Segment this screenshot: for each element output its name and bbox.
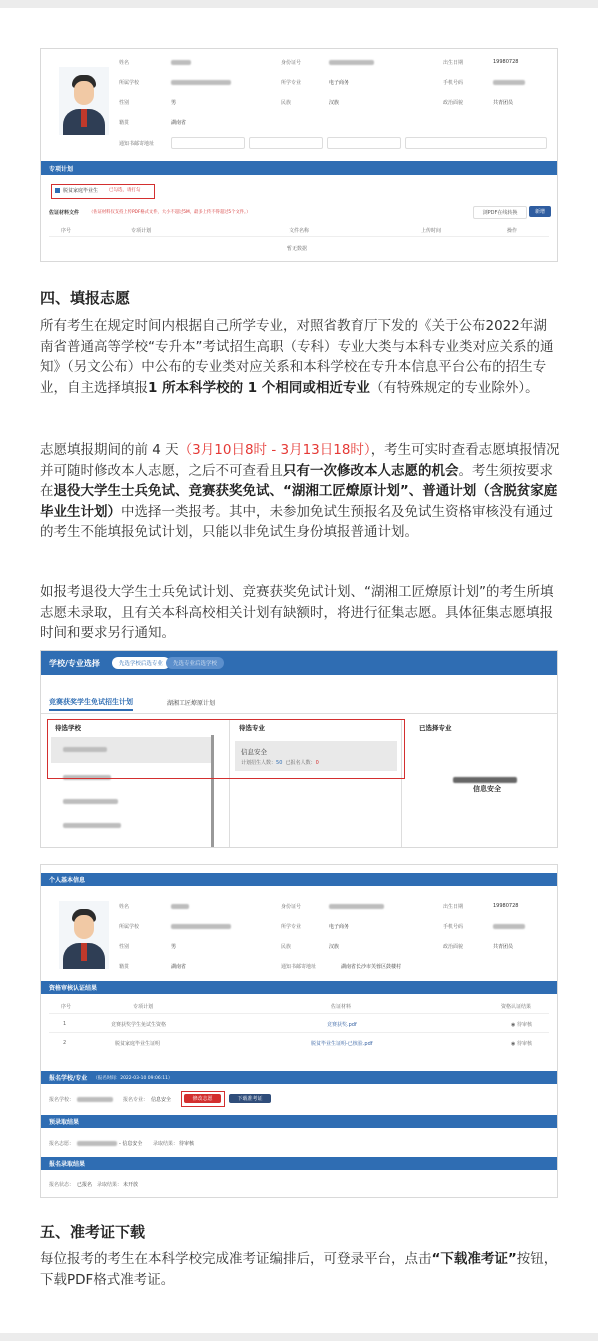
table-header: 序号 bbox=[61, 1004, 72, 1010]
field-label: 政治面貌 bbox=[443, 100, 464, 106]
address-input[interactable] bbox=[405, 137, 547, 149]
table-header: 专项计划 bbox=[131, 228, 152, 234]
field-value: 电子商务 bbox=[329, 924, 350, 930]
checkbox-note: 已勾选，请打勾 bbox=[109, 188, 141, 193]
apply-major-label: 报名专业： bbox=[123, 1097, 149, 1103]
section-title: 个人基本信息 bbox=[49, 877, 86, 884]
file-link[interactable]: 竞赛获奖.pdf bbox=[327, 1022, 357, 1028]
status-badge: ◉ 待审核 bbox=[511, 1022, 532, 1028]
tab-competition[interactable]: 竞赛获奖学生免试招生计划 bbox=[49, 697, 133, 711]
field-label: 姓名 bbox=[119, 60, 130, 66]
section-title: 专项计划 bbox=[49, 165, 74, 173]
field-label: 民族 bbox=[281, 944, 292, 950]
paragraph-1: 所有考生在规定时间内根据自己所学专业，对照省教育厅下发的《关于公布2022年湖南省普通高等学校“专升本”考试招生高职（专科）专业大类与本科专业类对应关系的通知》（另文公布）中公布的专业类对应关系和本科学校在专升本信息平台公布的招生专业，自主选择填报1 所本科学校的 1 个相同或相近专业（有特殊规定的专业除外）。 bbox=[40, 318, 554, 396]
school-major-selection-screenshot bbox=[40, 650, 558, 848]
section-bar-special-plan bbox=[41, 161, 557, 175]
field-value: 19980728 bbox=[493, 903, 519, 909]
table-cell: 2 bbox=[63, 1040, 67, 1046]
application-status-screenshot bbox=[40, 864, 558, 1198]
section-title: 报名录取结果 bbox=[49, 1161, 86, 1168]
field-label: 所学专业 bbox=[281, 924, 302, 930]
pre-result: 待审核 bbox=[179, 1141, 195, 1147]
field-value: 湖南省长沙市芙蓉区鼓楼村 bbox=[341, 964, 402, 970]
field-value: 男 bbox=[171, 944, 177, 950]
field-value: 19980728 bbox=[493, 59, 519, 65]
field-label: 手机号码 bbox=[443, 80, 464, 86]
toggle-active[interactable]: 先选学校后选专业 bbox=[112, 657, 170, 669]
final-status-label: 报名状态： bbox=[49, 1182, 75, 1188]
final-result: 未开放 bbox=[123, 1182, 139, 1188]
file-link[interactable]: 脱贫毕业生证明-已核验.pdf bbox=[311, 1041, 373, 1047]
upload-note: （佐证材料仅支持上传PDF格式文件，大小不超过5M，最多上传不得超过5个文件。） bbox=[89, 210, 251, 215]
section-heading: 四、填报志愿 bbox=[40, 289, 131, 307]
modify-button[interactable]: 修改志愿 bbox=[184, 1094, 221, 1103]
field-label: 身份证号 bbox=[281, 60, 302, 66]
tab-craftsman[interactable]: 湖湘工匠燎原计划 bbox=[167, 700, 216, 707]
table-header: 专项计划 bbox=[133, 1004, 154, 1010]
field-label: 所属学校 bbox=[119, 80, 140, 86]
checkbox-label: 脱贫家庭毕业生 bbox=[63, 188, 99, 194]
paragraph-5: 每位报考的考生在本科学校完成准考证编排后，可登录平台，点击“下载准考证”按钮，下载PDF格式准考证。 bbox=[40, 1251, 558, 1288]
section-bar-pre-admission bbox=[41, 1115, 557, 1128]
pre-result-label: 录取结果： bbox=[153, 1141, 179, 1147]
district-select[interactable] bbox=[327, 137, 401, 149]
section-title: 资格审核认证结果 bbox=[49, 985, 98, 992]
table-header: 序号 bbox=[61, 228, 72, 234]
pre-label: 报名志愿： bbox=[49, 1141, 75, 1147]
major-name: 信息安全 bbox=[241, 748, 267, 756]
final-status: 已报名 bbox=[77, 1182, 93, 1188]
city-select[interactable] bbox=[249, 137, 323, 149]
field-value: 电子商务 bbox=[329, 80, 350, 86]
avatar bbox=[59, 901, 109, 969]
field-label: 所属学校 bbox=[119, 924, 140, 930]
address-label: 通知书邮寄地址 bbox=[119, 141, 155, 147]
section-title: 预录取结果 bbox=[49, 1119, 80, 1126]
field-value: 湖南省 bbox=[171, 120, 187, 126]
table-header: 佐证材料 bbox=[331, 1004, 352, 1010]
section-bar-apply bbox=[41, 1071, 557, 1084]
section-bar-basic-info bbox=[41, 873, 557, 886]
school-item[interactable] bbox=[51, 791, 211, 813]
field-label: 通知书邮寄地址 bbox=[281, 964, 317, 970]
review-table bbox=[49, 999, 549, 1055]
field-label: 手机号码 bbox=[443, 924, 464, 930]
section-title: 报名学校/专业 bbox=[49, 1075, 88, 1082]
field-value: 汉族 bbox=[329, 100, 340, 106]
field-label: 姓名 bbox=[119, 904, 130, 910]
selection-title: 学校/专业选择 bbox=[49, 658, 100, 668]
section-heading: 五、准考证下载 bbox=[40, 1223, 146, 1241]
field-label: 所学专业 bbox=[281, 80, 302, 86]
table-cell: 脱贫家庭毕业生证明 bbox=[115, 1041, 161, 1047]
field-value: 共青团员 bbox=[493, 944, 514, 950]
paragraph-3: 如报考退役大学生士兵免试计划、竞赛获奖免试计划、“湖湘工匠燎原计划”的考生所填志愿未录取，且有关本科高校相关计划有缺额时，将进行征集志愿。具体征集志愿填报时间和要求另行通知。 bbox=[40, 584, 554, 641]
col-pending-schools: 待选学校 bbox=[55, 724, 81, 732]
field-value: 湖南省 bbox=[171, 964, 187, 970]
selection-header bbox=[41, 651, 557, 675]
paragraph-2: 志愿填报期间的前 4 天（3月10日8时 - 3月13日18时），考生可实时查看志愿填报情况并可随时修改本人志愿，之后不可查看且只有一次修改本人志愿的机会。考生须按要求在退役大学生士兵免试、竞赛获奖免试、“湖湘工匠燎原计划”、普通计划（含脱贫家庭毕业生计划）中选择一类报考。其中，未参加免试生预报名及免试生资格审核没有通过的考生不能填报免试计划，只能以非免试生身份填报普通计划。 bbox=[40, 442, 560, 540]
highlight-box bbox=[47, 719, 405, 779]
school-item[interactable] bbox=[51, 815, 211, 837]
field-value: 汉族 bbox=[329, 944, 340, 950]
section-bar-review bbox=[41, 981, 557, 994]
province-select[interactable] bbox=[171, 137, 245, 149]
download-ticket-button[interactable]: 下载准考证 bbox=[229, 1094, 271, 1103]
upload-title: 佐证材料文件 bbox=[49, 210, 80, 216]
field-label: 籍贯 bbox=[119, 120, 130, 126]
field-label: 出生日期 bbox=[443, 904, 464, 910]
pdf-convert-button[interactable]: 浏PDF在线转换 bbox=[473, 206, 527, 219]
field-label: 民族 bbox=[281, 100, 292, 106]
apply-school-label: 报名学校： bbox=[49, 1097, 75, 1103]
toggle-inactive[interactable]: 先选专业后选学校 bbox=[166, 657, 224, 669]
table-header: 操作 bbox=[507, 228, 518, 234]
table-cell: 竞赛获奖学生免试生资格 bbox=[111, 1022, 167, 1028]
pre-value: - 信息安全 bbox=[119, 1141, 143, 1147]
empty-text: 暂无数据 bbox=[287, 246, 308, 252]
status-badge: ◉ 待审核 bbox=[511, 1041, 532, 1047]
table-header-row bbox=[49, 223, 549, 237]
table-header: 资格认证结果 bbox=[501, 1004, 532, 1010]
apply-time: （报名时间：2022-03-10 09:06:11） bbox=[93, 1075, 173, 1081]
profile-form-screenshot bbox=[40, 48, 558, 262]
table-header: 上传时间 bbox=[421, 228, 442, 234]
field-label: 籍贯 bbox=[119, 964, 130, 970]
field-label: 政治面貌 bbox=[443, 944, 464, 950]
field-label: 性别 bbox=[119, 944, 130, 950]
section-bar-final bbox=[41, 1157, 557, 1170]
final-result-label: 录取结果： bbox=[97, 1182, 123, 1188]
col-pending-majors: 待选专业 bbox=[239, 724, 265, 732]
field-label: 性别 bbox=[119, 100, 130, 106]
selected-major: 信息安全 bbox=[473, 785, 501, 793]
apply-major: 信息安全 bbox=[151, 1097, 172, 1103]
field-value: 男 bbox=[171, 100, 177, 106]
field-label: 身份证号 bbox=[281, 904, 302, 910]
table-header: 文件名称 bbox=[289, 228, 310, 234]
field-label: 出生日期 bbox=[443, 60, 464, 66]
checkbox[interactable] bbox=[55, 188, 60, 193]
add-button[interactable]: 新增 bbox=[529, 206, 551, 217]
major-stats: 计划招生人数：50 已报名人数：0 bbox=[241, 760, 319, 766]
avatar bbox=[59, 67, 109, 135]
table-cell: 1 bbox=[63, 1021, 67, 1027]
field-value: 共青团员 bbox=[493, 100, 514, 106]
col-selected-majors: 已选择专业 bbox=[419, 724, 452, 732]
article-page bbox=[0, 8, 598, 1333]
